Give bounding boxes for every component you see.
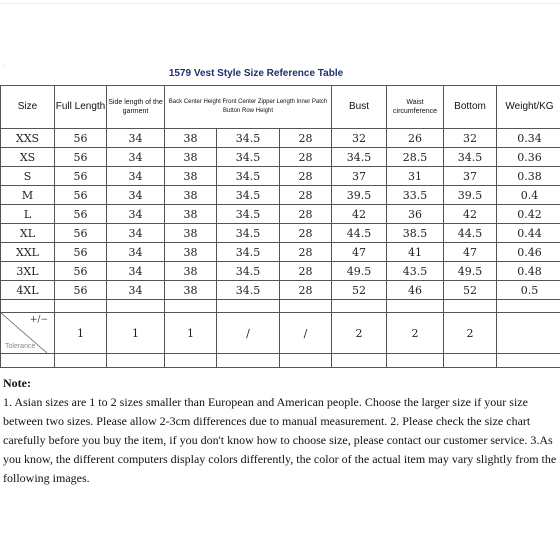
- cell-waist: 31: [387, 167, 444, 186]
- tolerance-waist: 2: [387, 313, 444, 354]
- cell-waist: 28.5: [387, 148, 444, 167]
- cell-bust: 37: [332, 167, 387, 186]
- cell-weight: 0.44: [497, 224, 560, 243]
- tolerance-header-cell: [1, 313, 55, 354]
- table-row: [1, 129, 560, 148]
- cell-weight: 0.5: [497, 281, 560, 300]
- cell-side-length: 34: [107, 205, 165, 224]
- cell-weight: 0.48: [497, 262, 560, 281]
- cell-size: XL: [1, 224, 55, 243]
- cell-button-row: 28: [280, 167, 332, 186]
- cell-bust: 42: [332, 205, 387, 224]
- tolerance-weight: [497, 313, 560, 354]
- cell-front-zipper: 34.5: [217, 243, 280, 262]
- table-row: [1, 281, 560, 300]
- cell-back-center: 38: [165, 186, 217, 205]
- header-row: [1, 86, 560, 129]
- cell-button-row: 28: [280, 186, 332, 205]
- cell-back-center: 38: [165, 148, 217, 167]
- cell-size: M: [1, 186, 55, 205]
- tolerance-bottom: 2: [444, 313, 497, 354]
- cell-bottom: 49.5: [444, 262, 497, 281]
- cell-weight: 0.38: [497, 167, 560, 186]
- cell-size: XXL: [1, 243, 55, 262]
- header-bust: Bust: [332, 86, 387, 129]
- cell-full-length: 56: [55, 186, 107, 205]
- cell-size: XS: [1, 148, 55, 167]
- cell-size: XXS: [1, 129, 55, 148]
- cell-bust: 47: [332, 243, 387, 262]
- cell-full-length: 56: [55, 129, 107, 148]
- tolerance-bust: 2: [332, 313, 387, 354]
- tolerance-full-length: 1: [55, 313, 107, 354]
- tolerance-front-zipper: /: [217, 313, 280, 354]
- cell-bottom: 37: [444, 167, 497, 186]
- cell-waist: 38.5: [387, 224, 444, 243]
- header-waist: Waist circumference: [387, 86, 444, 129]
- cell-bust: 44.5: [332, 224, 387, 243]
- cell-side-length: 34: [107, 129, 165, 148]
- header-full-length: Full Length: [55, 86, 107, 129]
- cell-waist: 41: [387, 243, 444, 262]
- cell-front-zipper: 34.5: [217, 281, 280, 300]
- cell-size: L: [1, 205, 55, 224]
- tolerance-row: [1, 313, 560, 354]
- cell-full-length: 56: [55, 205, 107, 224]
- top-divider: [0, 3, 560, 4]
- tolerance-button-row: /: [280, 313, 332, 354]
- cell-bottom: 32: [444, 129, 497, 148]
- cell-waist: 36: [387, 205, 444, 224]
- cell-full-length: 56: [55, 243, 107, 262]
- cell-bust: 52: [332, 281, 387, 300]
- cell-side-length: 34: [107, 243, 165, 262]
- cell-side-length: 34: [107, 281, 165, 300]
- cell-side-length: 34: [107, 186, 165, 205]
- table-row: [1, 224, 560, 243]
- cell-back-center: 38: [165, 281, 217, 300]
- cell-back-center: 38: [165, 205, 217, 224]
- cell-waist: 43.5: [387, 262, 444, 281]
- cell-bottom: 52: [444, 281, 497, 300]
- header-bottom: Bottom: [444, 86, 497, 129]
- cell-full-length: 56: [55, 224, 107, 243]
- cell-back-center: 38: [165, 243, 217, 262]
- notes-body: 1. Asian sizes are 1 to 2 sizes smaller than European and American people. Choose the larger size if your size between two sizes. Please allow 2-3cm differences due to manual measurement. 2. Please check the size chart carefully before you buy the item, if you don't know how to choose size, please contact our customer service. 3.As you know, the different computers display colors differently, the color of the actual item may vary slightly from the following images.: [3, 395, 557, 485]
- cell-size: S: [1, 167, 55, 186]
- cell-bust: 32: [332, 129, 387, 148]
- notes-section: [3, 374, 558, 488]
- cell-button-row: 28: [280, 129, 332, 148]
- cell-bust: 39.5: [332, 186, 387, 205]
- cell-front-zipper: 34.5: [217, 129, 280, 148]
- cell-back-center: 38: [165, 224, 217, 243]
- cell-front-zipper: 34.5: [217, 224, 280, 243]
- cell-front-zipper: 34.5: [217, 186, 280, 205]
- cell-weight: 0.36: [497, 148, 560, 167]
- table-row: [1, 167, 560, 186]
- cell-bottom: 47: [444, 243, 497, 262]
- cell-full-length: 56: [55, 262, 107, 281]
- cell-full-length: 56: [55, 148, 107, 167]
- cell-bottom: 44.5: [444, 224, 497, 243]
- cell-bust: 49.5: [332, 262, 387, 281]
- cell-bottom: 34.5: [444, 148, 497, 167]
- cell-back-center: 38: [165, 129, 217, 148]
- cell-weight: 0.46: [497, 243, 560, 262]
- cell-button-row: 28: [280, 243, 332, 262]
- stray-mark: .: [3, 61, 5, 68]
- cell-full-length: 56: [55, 167, 107, 186]
- table-row: [1, 148, 560, 167]
- cell-side-length: 34: [107, 148, 165, 167]
- table-row: [1, 186, 560, 205]
- cell-full-length: 56: [55, 281, 107, 300]
- spacer-row: [1, 300, 560, 313]
- cell-button-row: 28: [280, 262, 332, 281]
- cell-bust: 34.5: [332, 148, 387, 167]
- cell-bottom: 42: [444, 205, 497, 224]
- cell-weight: 0.34: [497, 129, 560, 148]
- cell-button-row: 28: [280, 148, 332, 167]
- cell-size: 4XL: [1, 281, 55, 300]
- table-row: [1, 262, 560, 281]
- header-back-center-zipper-button-row: Back Center Height Front Center Zipper Length Inner Patch Button Row Height: [165, 86, 332, 129]
- cell-button-row: 28: [280, 224, 332, 243]
- cell-front-zipper: 34.5: [217, 205, 280, 224]
- cell-bottom: 39.5: [444, 186, 497, 205]
- cell-front-zipper: 34.5: [217, 148, 280, 167]
- cell-back-center: 38: [165, 262, 217, 281]
- tolerance-side-length: 1: [107, 313, 165, 354]
- cell-weight: 0.42: [497, 205, 560, 224]
- cell-side-length: 34: [107, 262, 165, 281]
- table-row: [1, 243, 560, 262]
- cell-side-length: 34: [107, 167, 165, 186]
- cell-side-length: 34: [107, 224, 165, 243]
- tolerance-label: Tolerance: [5, 343, 36, 350]
- plus-minus-symbol: +/−: [29, 315, 48, 325]
- cell-waist: 46: [387, 281, 444, 300]
- cell-waist: 26: [387, 129, 444, 148]
- notes-title: Note:: [3, 376, 31, 390]
- header-side-length: Side length of the garment: [107, 86, 165, 129]
- cell-size: 3XL: [1, 262, 55, 281]
- cell-front-zipper: 34.5: [217, 262, 280, 281]
- table-row: [1, 205, 560, 224]
- header-weight: Weight/KG: [497, 86, 560, 129]
- cell-back-center: 38: [165, 167, 217, 186]
- spacer-row: [1, 354, 560, 368]
- size-table: [0, 85, 560, 368]
- cell-front-zipper: 34.5: [217, 167, 280, 186]
- tolerance-back-center: 1: [165, 313, 217, 354]
- cell-waist: 33.5: [387, 186, 444, 205]
- cell-button-row: 28: [280, 205, 332, 224]
- table-title: 1579 Vest Style Size Reference Table: [168, 68, 344, 79]
- size-table-body: [1, 129, 560, 368]
- cell-weight: 0.4: [497, 186, 560, 205]
- cell-button-row: 28: [280, 281, 332, 300]
- header-size: Size: [1, 86, 55, 129]
